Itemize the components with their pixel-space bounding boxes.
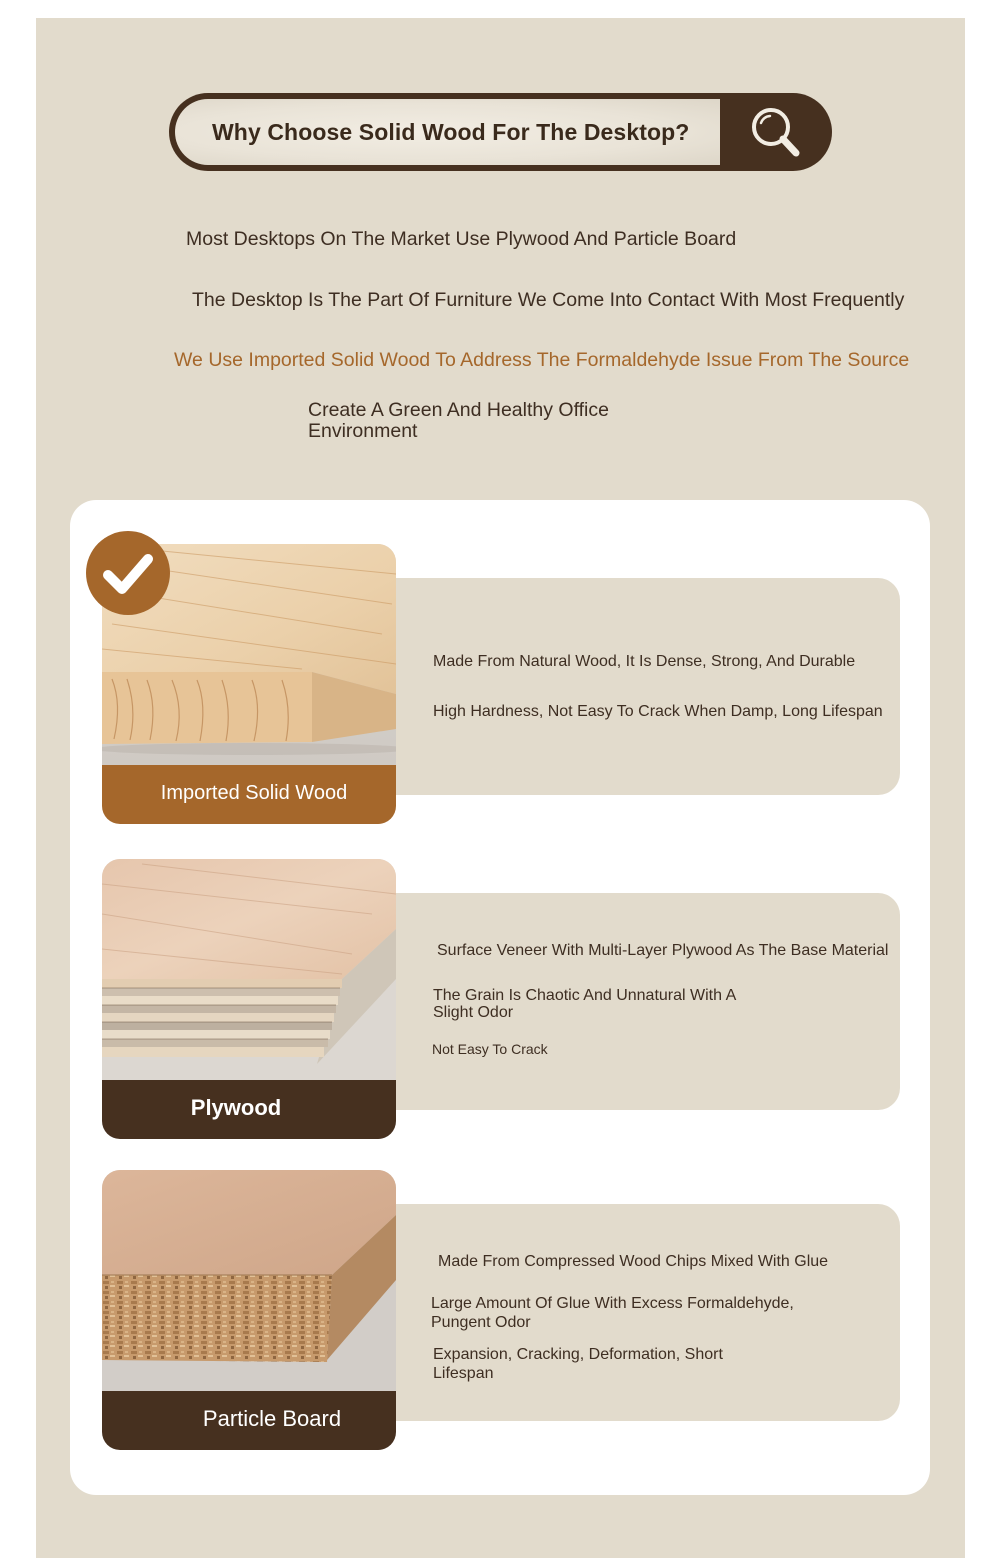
plywood-point-1: Surface Veneer With Multi-Layer Plywood As The Base Material	[437, 942, 889, 959]
header-search-bar	[169, 93, 832, 171]
check-icon	[86, 531, 170, 615]
intro-line-4: Create A Green And Healthy Office Environment	[308, 399, 609, 442]
solid-wood-info-panel	[380, 578, 900, 795]
particle-board-tile	[102, 1170, 396, 1450]
plywood-label: Plywood	[102, 1080, 396, 1139]
plywood-point-3: Not Easy To Crack	[432, 1041, 548, 1057]
particle-board-point-3: Expansion, Cracking, Deformation, Short Lifespan	[433, 1346, 723, 1382]
header-title-field	[175, 99, 720, 165]
search-icon	[746, 103, 804, 161]
particle-board-label: Particle Board	[102, 1391, 396, 1450]
plywood-tile	[102, 859, 396, 1139]
solid-wood-point-2: High Hardness, Not Easy To Crack When Damp, Long Lifespan	[433, 703, 883, 720]
intro-line-1: Most Desktops On The Market Use Plywood And Particle Board	[186, 228, 737, 250]
intro-line-3: We Use Imported Solid Wood To Address The Formaldehyde Issue From The Source	[174, 349, 910, 371]
particle-board-image	[102, 1170, 396, 1391]
plywood-point-2: The Grain Is Chaotic And Unnatural With A Slight Odor	[433, 987, 736, 1021]
particle-board-point-1: Made From Compressed Wood Chips Mixed With Glue	[438, 1253, 829, 1270]
solid-wood-point-1: Made From Natural Wood, It Is Dense, Strong, And Durable	[433, 653, 856, 670]
intro-line-2: The Desktop Is The Part Of Furniture We Come Into Contact With Most Frequently	[192, 289, 905, 311]
solid-wood-label: Imported Solid Wood	[102, 765, 396, 824]
header-title: Why Choose Solid Wood For The Desktop?	[212, 119, 690, 145]
particle-board-point-2: Large Amount Of Glue With Excess Formaldehyde, Pungent Odor	[431, 1295, 794, 1331]
plywood-image	[102, 859, 396, 1080]
